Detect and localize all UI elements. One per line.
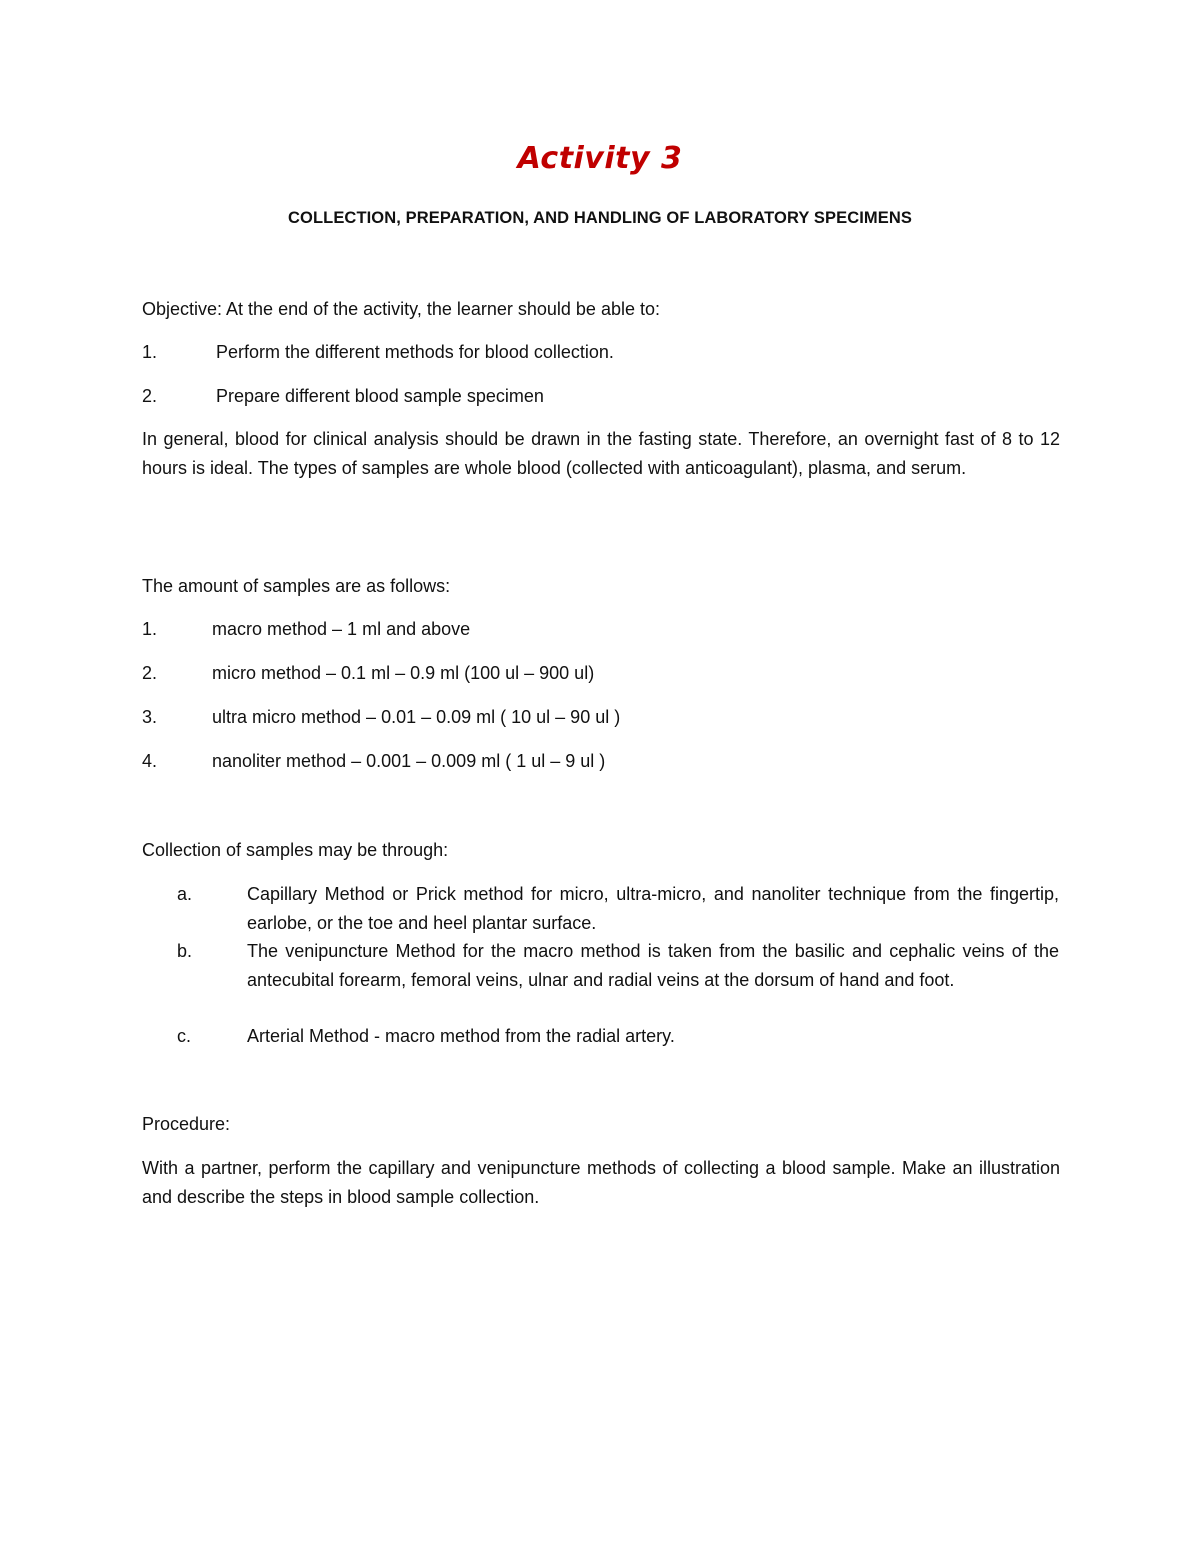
objective-item-1: Perform the different methods for blood collection. <box>216 342 614 362</box>
objective-number-1: 1. <box>142 342 158 362</box>
collection-item-c: Arterial Method - macro method from the radial artery. <box>247 1026 675 1046</box>
amount-number-1: 1. <box>142 619 158 639</box>
collection-letter-b: b. <box>177 941 193 961</box>
activity-title: Activity 3 <box>517 141 683 176</box>
collection-intro: Collection of samples may be through: <box>142 840 449 860</box>
objective-item-2: Prepare different blood sample specimen <box>216 386 544 406</box>
activity-subtitle: COLLECTION, PREPARATION, AND HANDLING OF LABORATORY SPECIMENS <box>288 209 912 227</box>
amounts-intro: The amount of samples are as follows: <box>142 576 451 596</box>
collection-item-a: Capillary Method or Prick method for micro, ultra-micro, and nanoliter technique from the fingertip, earlobe, or the toe and heel plantar surface. <box>247 884 1059 933</box>
amount-number-2: 2. <box>142 663 158 683</box>
amount-item-2: micro method – 0.1 ml – 0.9 ml (100 ul – 900 ul) <box>212 663 595 683</box>
objective-intro: Objective: At the end of the activity, the learner should be able to: <box>142 299 660 319</box>
amount-number-4: 4. <box>142 751 158 771</box>
objective-number-2: 2. <box>142 386 158 406</box>
general-paragraph: In general, blood for clinical analysis should be drawn in the fasting state. Therefore, an overnight fast of 8 to 12 hours is ideal. The types of samples are whole blood (collected with anticoagulant), plasma, and serum. <box>142 429 1060 478</box>
procedure-heading: Procedure: <box>142 1114 231 1134</box>
amount-item-3: ultra micro method – 0.01 – 0.09 ml ( 10 ul – 90 ul ) <box>212 707 621 727</box>
procedure-text: With a partner, perform the capillary and venipuncture methods of collecting a blood sample. Make an illustration and describe the steps in blood sample collection. <box>142 1158 1060 1207</box>
amount-item-4: nanoliter method – 0.001 – 0.009 ml ( 1 ul – 9 ul ) <box>212 751 606 771</box>
amount-number-3: 3. <box>142 707 158 727</box>
collection-letter-a: a. <box>177 884 193 904</box>
amount-item-1: macro method – 1 ml and above <box>212 619 471 639</box>
collection-letter-c: c. <box>177 1026 192 1046</box>
collection-item-b: The venipuncture Method for the macro method is taken from the basilic and cephalic veins of the antecubital forearm, femoral veins, ulnar and radial veins at the dorsum of hand and foot. <box>247 941 1059 990</box>
